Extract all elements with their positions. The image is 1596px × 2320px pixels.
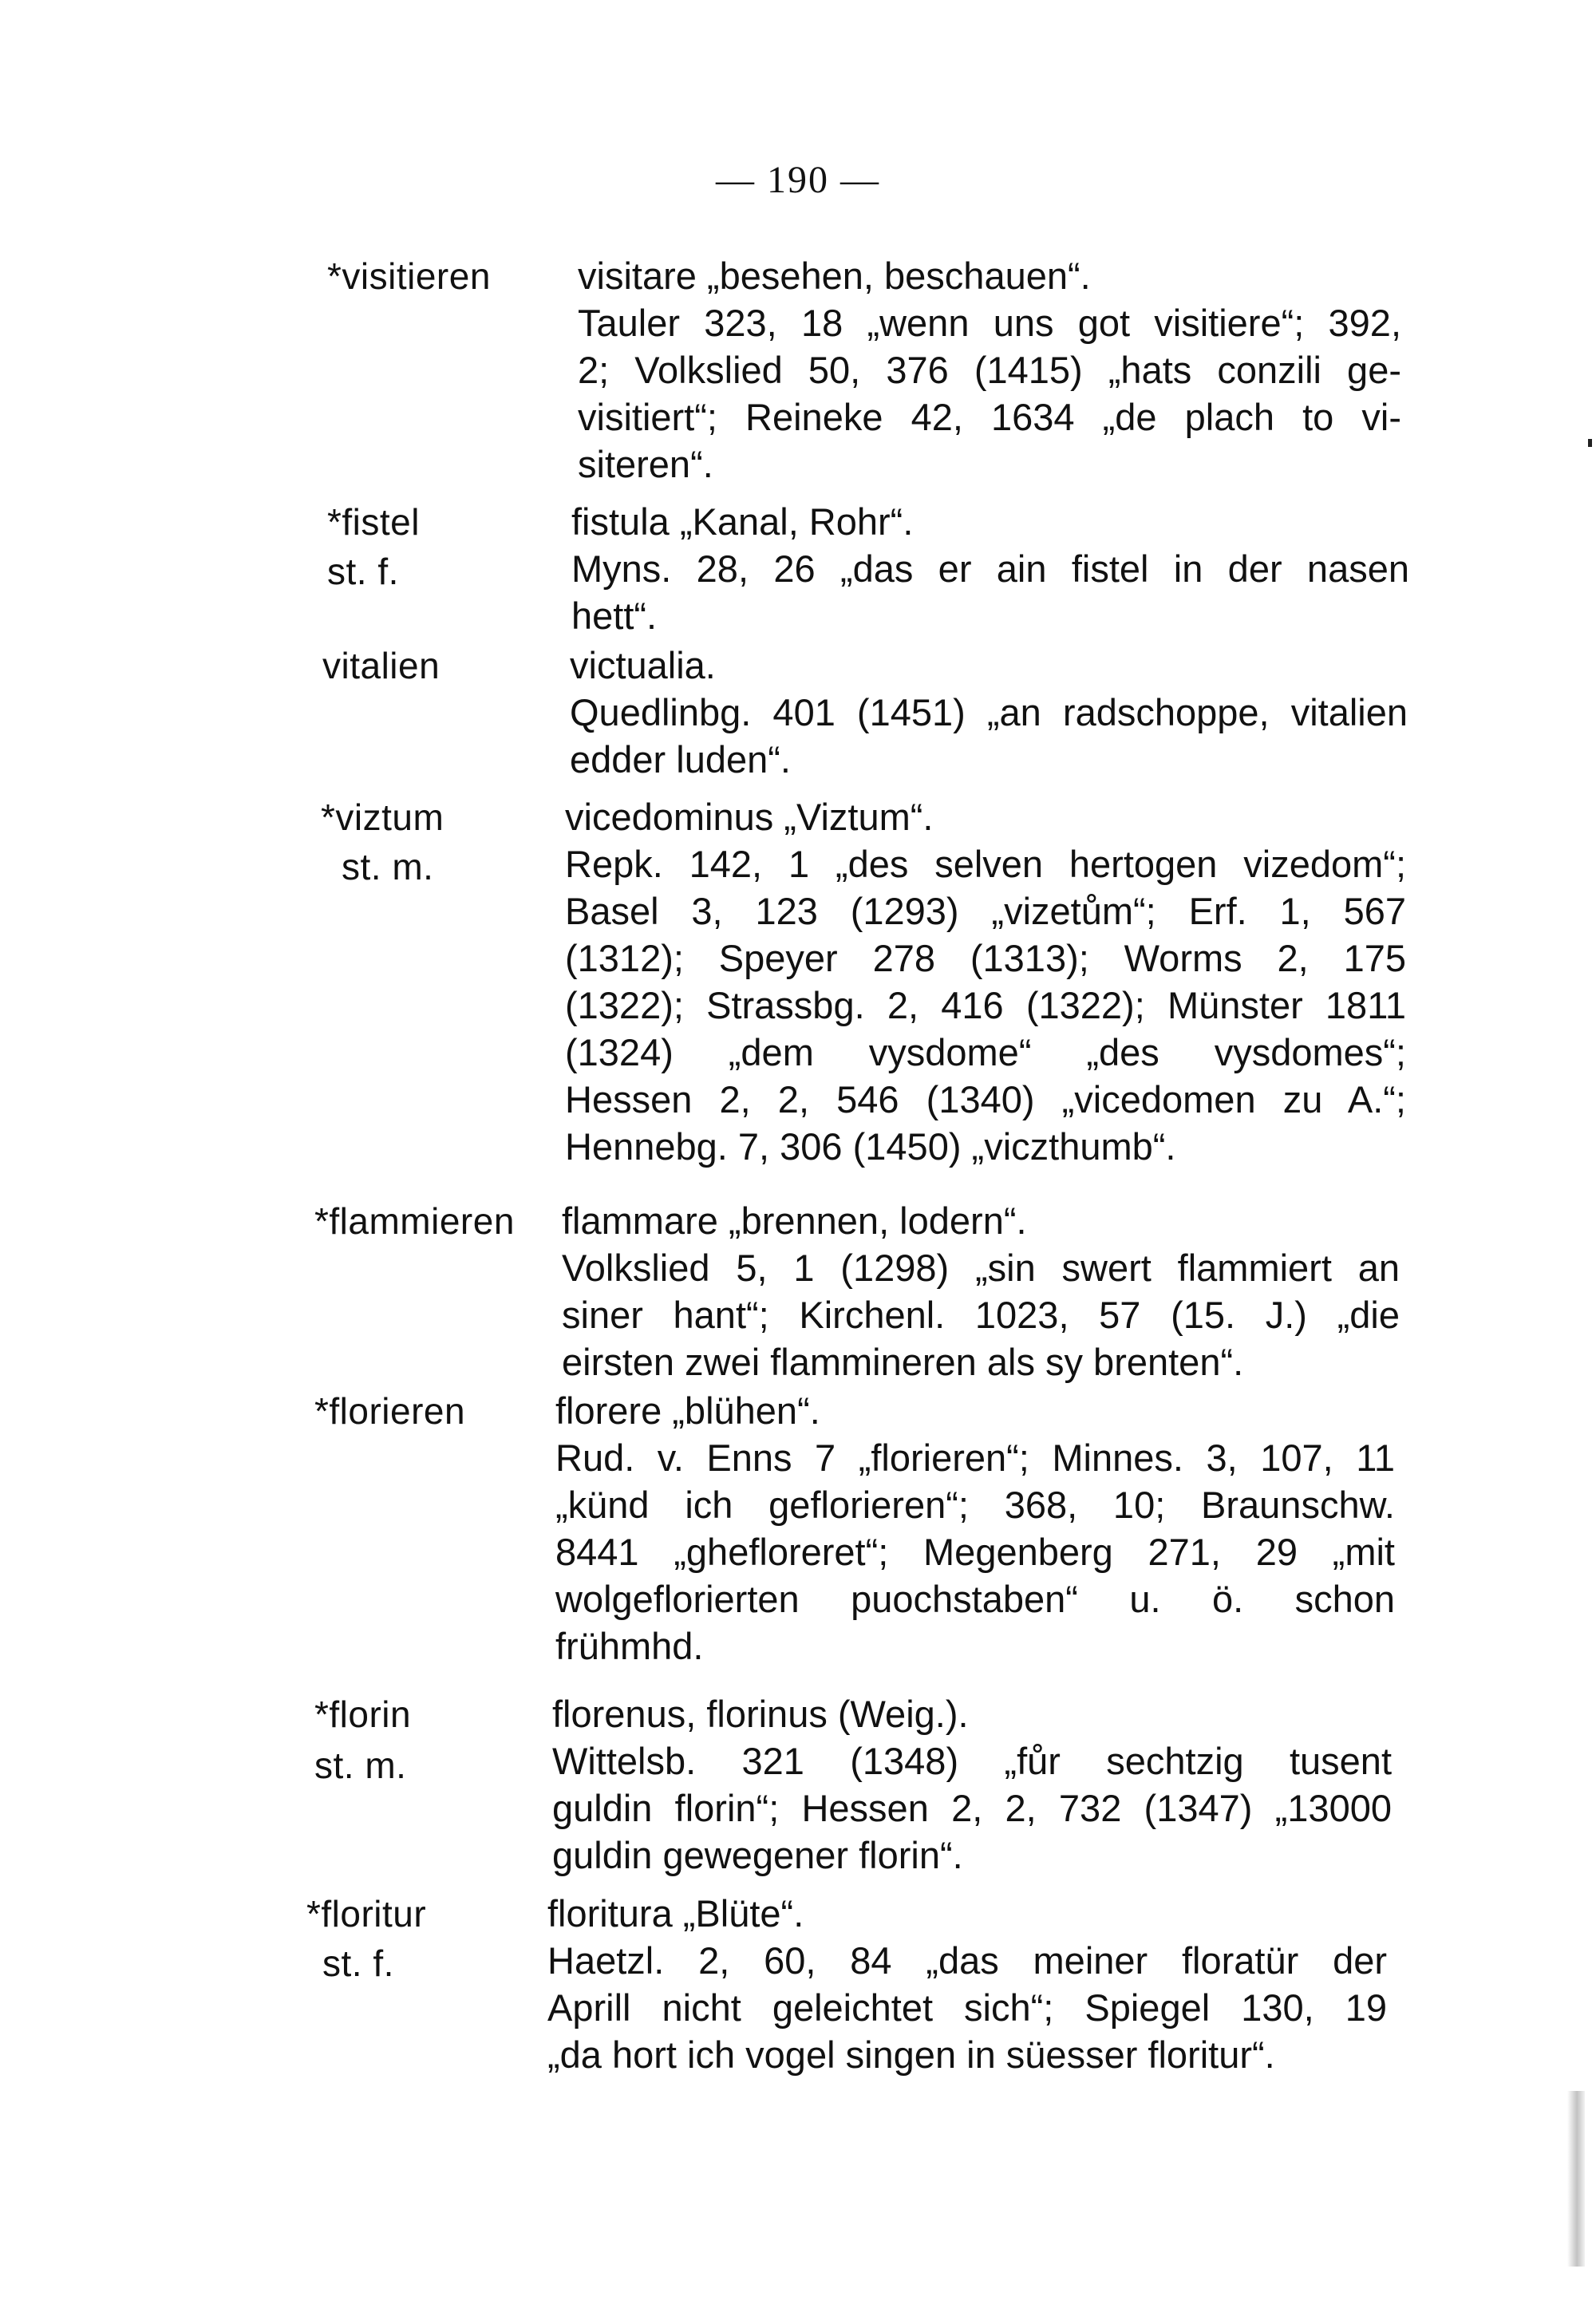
entry-text (552, 1690, 1392, 1879)
citation-line: Hennebg. 7, 306 (1450) „viczthumb“. (565, 1125, 1176, 1168)
headword (322, 642, 440, 690)
scan-speck (1588, 439, 1592, 447)
citation-line: 2; Volkslied 50, 376 (1415) „hats conzili ge- (578, 349, 1401, 391)
page-number: — 190 — (716, 159, 880, 201)
headword (321, 793, 444, 891)
headword (314, 1690, 411, 1789)
citation-line: siteren“. (578, 443, 713, 485)
entry-text (547, 1890, 1387, 2078)
citation-line: eirsten zwei flammineren als sy brenten“. (562, 1341, 1244, 1383)
definition-line: victualia. (570, 644, 716, 686)
definition-line: florere „blühen“. (555, 1389, 820, 1432)
headword (314, 1387, 465, 1435)
headword (327, 252, 491, 300)
citation-line: frühmhd. (555, 1625, 704, 1667)
grammar-label: st. m. (342, 846, 434, 887)
definition-line: flammare „brennen, lodern“. (562, 1200, 1027, 1242)
headword-text: *fistel (327, 501, 420, 543)
grammar-label: st. m. (314, 1745, 407, 1786)
citation-line: wolgeflorierten puochstaben“ u. ö. schon (555, 1578, 1395, 1620)
citation-line: Rud. v. Enns 7 „florieren“; Minnes. 3, 107, 11 (555, 1437, 1395, 1479)
citation-line: „künd ich geflorieren“; 368, 10; Braunschw. (555, 1484, 1395, 1526)
headword-text: *florieren (314, 1390, 466, 1432)
citation-line: Haetzl. 2, 60, 84 „das meiner floratür der (547, 1939, 1387, 1982)
headword-text: *viztum (321, 796, 444, 838)
entry-text (571, 498, 1409, 639)
citation-line: Aprill nicht geleichtet sich“; Spiegel 130, 19 (547, 1986, 1387, 2029)
definition-line: florenus, florinus (Weig.). (552, 1693, 969, 1735)
citation-line: Wittelsb. 321 (1348) „fůr sechtzig tusent (552, 1740, 1392, 1782)
citation-line: hett“. (571, 595, 658, 637)
citation-line: visitiert“; Reineke 42, 1634 „de plach to vi- (578, 396, 1401, 438)
entry-text (565, 793, 1406, 1170)
definition-line: floritura „Blüte“. (547, 1892, 804, 1935)
citation-line: edder luden“. (570, 738, 791, 781)
headword-text: *floritur (306, 1893, 427, 1935)
citation-line: guldin gewegener florin“. (552, 1834, 963, 1876)
entry-text (562, 1197, 1400, 1385)
citation-line: Repk. 142, 1 „des selven hertogen vizedom“; (565, 843, 1406, 885)
citation-line: Volkslied 5, 1 (1298) „sin swert flammiert an (562, 1247, 1400, 1289)
citation-line: Myns. 28, 26 „das er ain fistel in der nasen (571, 547, 1409, 590)
headword (327, 498, 420, 595)
citation-line: Hessen 2, 2, 546 (1340) „vicedomen zu A.“; (565, 1078, 1406, 1120)
citation-line: Tauler 323, 18 „wenn uns got visitiere“; 392, (578, 302, 1401, 344)
headword-text: *florin (314, 1694, 412, 1735)
headword-text: *flammieren (314, 1200, 515, 1242)
definition-line: vicedominus „Viztum“. (565, 796, 934, 838)
headword-text: vitalien (322, 645, 440, 686)
citation-line: „da hort ich vogel singen in süesser floritur“. (547, 2033, 1275, 2076)
page-edge-shadow (1567, 2091, 1585, 2267)
citation-line: guldin florin“; Hessen 2, 2, 732 (1347) „13000 (552, 1787, 1392, 1829)
citation-line: Quedlinbg. 401 (1451) „an radschoppe, vitalien (570, 691, 1408, 733)
entry-text (570, 642, 1408, 783)
citation-line: 8441 „ghefloreret“; Megenberg 271, 29 „mit (555, 1531, 1395, 1573)
definition-line: visitare „besehen, beschauen“. (578, 255, 1091, 297)
citation-line: Basel 3, 123 (1293) „vizetům“; Erf. 1, 567 (565, 890, 1406, 932)
definition-line: fistula „Kanal, Rohr“. (571, 500, 914, 543)
entry-text (555, 1387, 1395, 1670)
grammar-label: st. f. (327, 551, 399, 592)
headword-text: *visitieren (327, 255, 491, 297)
headword (306, 1890, 426, 1987)
citation-line: siner hant“; Kirchenl. 1023, 57 (15. J.) „die (562, 1294, 1400, 1336)
citation-line: (1312); Speyer 278 (1313); Worms 2, 175 (565, 937, 1406, 979)
entry-text (578, 252, 1401, 488)
citation-line: (1322); Strassbg. 2, 416 (1322); Münster 1811 (565, 984, 1406, 1026)
headword (314, 1197, 515, 1245)
grammar-label: st. f. (322, 1943, 394, 1984)
citation-line: (1324) „dem vysdome“ „des vysdomes“; (565, 1031, 1406, 1073)
